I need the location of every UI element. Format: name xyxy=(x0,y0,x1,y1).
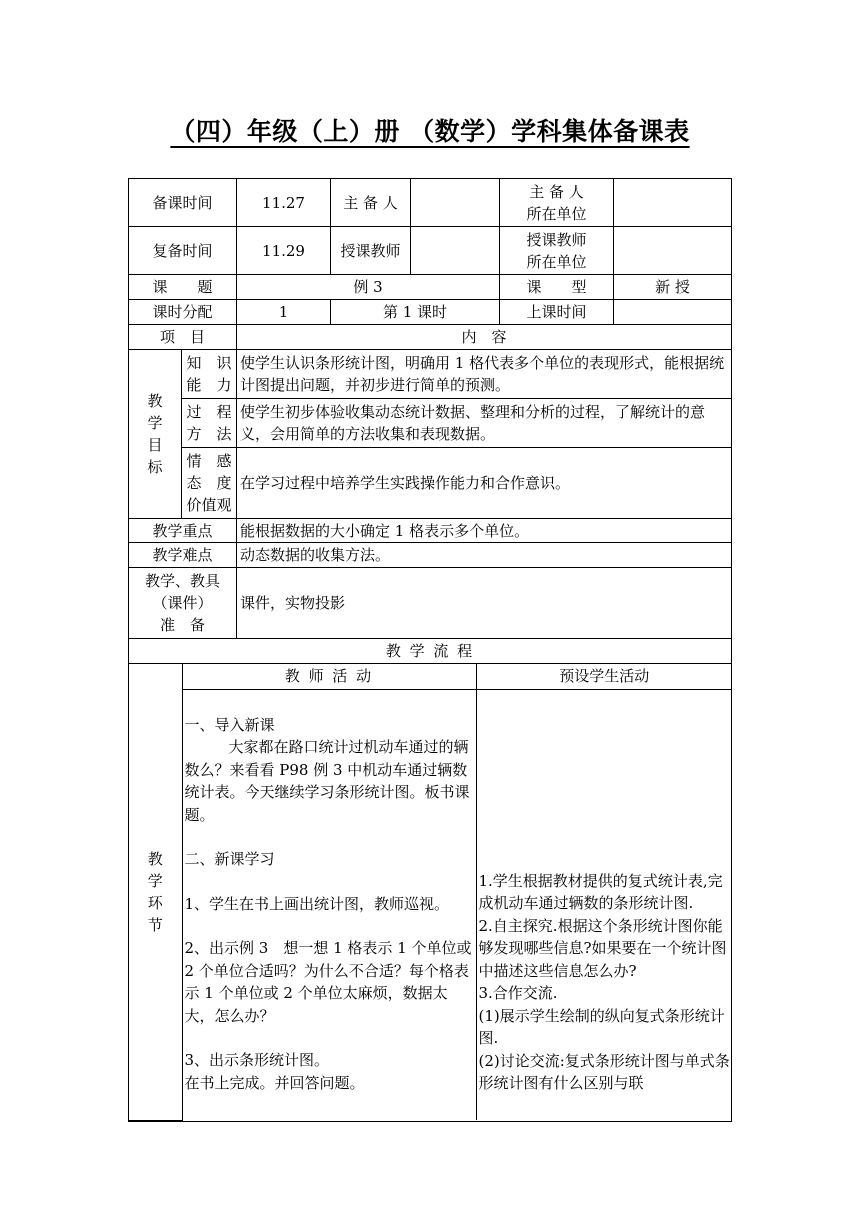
class-time-label: 上课时间 xyxy=(500,300,614,325)
main-unit-value xyxy=(614,179,732,227)
teacher-line: 3、出示条形统计图。 xyxy=(184,1051,330,1069)
item-header: 项 目 xyxy=(129,325,237,350)
goal-knowledge-label: 知 识 能 力 xyxy=(182,350,237,399)
flow-section xyxy=(129,664,732,1122)
lesson-plan-table xyxy=(128,178,732,1122)
topic-label: 课 题 xyxy=(129,275,237,300)
flow-side-label: 教 学 环 节 xyxy=(129,664,182,1120)
goal-emotion-label: 情 感 态 度 价值观 xyxy=(182,448,237,519)
student-line: (2)讨论交流:复式条形统计图与单式条形统计图有什么区别与联 xyxy=(478,1051,730,1092)
flow-header: 教 学 流 程 xyxy=(129,639,732,664)
tools-text: 课件，实物投影 xyxy=(237,568,732,639)
teacher-line-gap xyxy=(185,1027,474,1049)
key-point-label: 教学重点 xyxy=(129,519,237,543)
class-time-value xyxy=(614,300,732,325)
teacher-line-gap xyxy=(185,915,474,937)
content-header: 内 容 xyxy=(237,325,732,350)
hours-label: 课时分配 xyxy=(129,300,237,325)
goal-process-label: 过 程 方 法 xyxy=(182,399,237,448)
review-time-label: 复备时间 xyxy=(129,227,237,275)
tools-label: 教学、教具 （课件） 准 备 xyxy=(129,568,237,639)
teacher-line: 2、出示例 3 想一想 1 格表示 1 个单位或 2 个单位合适吗？为什么不合适？每个格表示 1 个单位或 2 个单位太麻烦，数据太大，怎么办？ xyxy=(184,939,472,1025)
main-preparer-label: 主 备 人 xyxy=(331,179,411,227)
teacher-line: 1、学生在书上画出统计图，教师巡视。 xyxy=(184,894,450,913)
teacher-line-gap xyxy=(185,826,474,848)
teacher-label: 授课教师 xyxy=(331,227,411,275)
teacher-line: 一、导入新课 xyxy=(184,715,275,734)
student-activity-header: 预设学生活动 xyxy=(476,664,732,689)
hours-value: 1 xyxy=(237,300,331,325)
key-point-text: 能根据数据的大小确定 1 格表示多个单位。 xyxy=(237,519,732,543)
teacher-value xyxy=(411,227,500,275)
teacher-unit-label: 授课教师 所在单位 xyxy=(500,227,614,275)
goal-knowledge-text: 使学生认识条形统计图，明确用 1 格代表多个单位的表现形式，能根据统计图提出问题，并初步进行简单的预测。 xyxy=(237,350,732,399)
teacher-line: 在书上完成。并回答问题。 xyxy=(184,1073,365,1092)
goal-emotion-text: 在学习过程中培养学生实践操作能力和合作意识。 xyxy=(237,448,732,519)
teacher-line-gap xyxy=(185,871,474,893)
difficulty-text: 动态数据的收集方法。 xyxy=(237,543,732,568)
difficulty-label: 教学难点 xyxy=(129,543,237,568)
teacher-activity-content xyxy=(182,689,476,1120)
topic-value: 例 3 xyxy=(237,275,500,300)
prep-time-value: 11.27 xyxy=(237,179,331,227)
student-line: (1)展示学生绘制的纵向复式条形统计图. xyxy=(478,1006,725,1047)
teacher-unit-value xyxy=(614,227,732,275)
main-unit-label: 主 备 人 所在单位 xyxy=(500,179,614,227)
student-line: 2.自主探究.根据这个条形统计图你能够发现哪些信息?如果要在一个统计图中描述这些信息怎么办? xyxy=(478,916,727,980)
teacher-line: 大家都在路口统计过机动车通过的辆数么？来看看 P98 例 3 中机动车通过辆数统计表。今天继续学习条形统计图。板书课题。 xyxy=(184,738,470,824)
student-line: 1.学生根据教材提供的复式统计表,完成机动车通过辆数的条形统计图. xyxy=(478,871,723,912)
type-label: 课 型 xyxy=(500,275,614,300)
type-value: 新 授 xyxy=(614,275,732,300)
student-activity-content xyxy=(476,689,732,1120)
period-value: 第 1 课时 xyxy=(331,300,500,325)
review-time-value: 11.29 xyxy=(237,227,331,275)
teacher-activity-header: 教 师 活 动 xyxy=(182,664,476,689)
student-line: 3.合作交流. xyxy=(478,984,558,1002)
goal-process-text: 使学生初步体验收集动态统计数据、整理和分析的过程，了解统计的意义，会用简单的方法收集和表现数据。 xyxy=(237,399,732,448)
goals-group-label: 教 学 目 标 xyxy=(129,350,182,519)
prep-time-label: 备课时间 xyxy=(129,179,237,227)
teacher-line: 二、新课学习 xyxy=(184,850,275,868)
main-preparer-value xyxy=(411,179,500,227)
page-title: （四）年级（上）册 （数学）学科集体备课表 xyxy=(170,117,690,146)
